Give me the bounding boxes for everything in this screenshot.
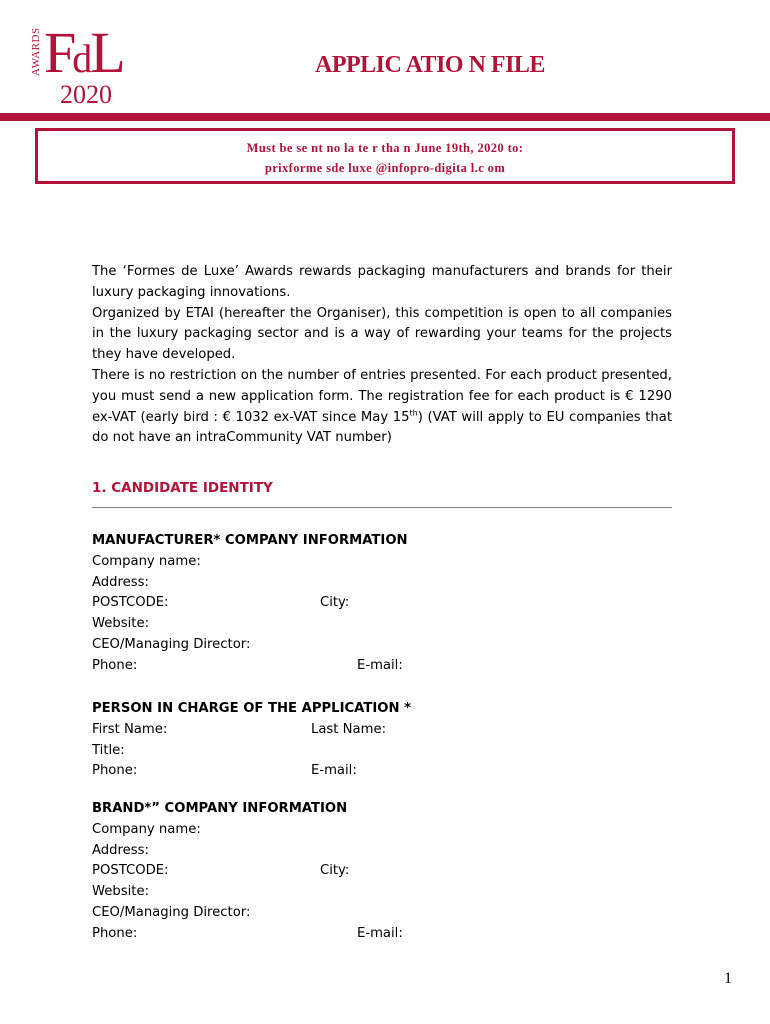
person-phone-field[interactable]: Phone: bbox=[92, 763, 138, 779]
intro-paragraph-3: There is no restriction on the number of entries presented. For each product presented, you must send a new application form. The registration fee for each product is € 1290 ex-VAT (early bird : € 1032 ex-VAT since May 15th) (VAT will apply to EU companies that do not have an intraCommunity VAT number) bbox=[92, 367, 672, 446]
manufacturer-info-block bbox=[92, 531, 692, 677]
brand-postcode-field[interactable]: POSTCODE: bbox=[92, 863, 169, 879]
manufacturer-postcode-field[interactable]: POSTCODE: bbox=[92, 595, 169, 611]
page-title: APPLIC ATIO N FILE bbox=[315, 52, 545, 78]
person-in-charge-block bbox=[92, 699, 692, 782]
brand-ceo-field[interactable]: CEO/Managing Director: bbox=[92, 904, 251, 920]
manufacturer-company-name-field[interactable]: Company name: bbox=[92, 553, 201, 569]
brand-website-field[interactable]: Website: bbox=[92, 884, 150, 900]
brand-phone-field[interactable]: Phone: bbox=[92, 925, 138, 941]
header-divider bbox=[0, 113, 770, 121]
deadline-text: Must be se nt no la te r tha n June 19th, 2020 to: bbox=[246, 141, 524, 155]
brand-email-field[interactable]: E-mail: bbox=[357, 925, 403, 941]
brand-company-name-field[interactable]: Company name: bbox=[92, 821, 201, 837]
manufacturer-email-field[interactable]: E-mail: bbox=[357, 657, 403, 673]
fdl-awards-logo bbox=[30, 18, 140, 110]
manufacturer-ceo-field[interactable]: CEO/Managing Director: bbox=[92, 636, 251, 652]
brand-city-field[interactable]: City: bbox=[320, 863, 350, 879]
manufacturer-phone-field[interactable]: Phone: bbox=[92, 657, 138, 673]
logo-fdl-letters: FdL bbox=[44, 20, 122, 85]
section-candidate-identity-title: 1. CANDIDATE IDENTITY bbox=[92, 480, 273, 496]
section-divider bbox=[92, 507, 672, 508]
person-heading: PERSON IN CHARGE OF THE APPLICATION * bbox=[92, 701, 411, 716]
intro-paragraph-1: The ‘Formes de Luxe’ Awards rewards packaging manufacturers and brands for their luxury packaging innovations. bbox=[92, 264, 672, 300]
manufacturer-city-field[interactable]: City: bbox=[320, 595, 350, 611]
logo-year: 2020 bbox=[60, 80, 112, 109]
intro-paragraph-2: Organized by ETAI (hereafter the Organiser), this competition is open to all companies in the luxury packaging sector and is a way of rewarding your teams for the projects they have developed. bbox=[92, 305, 672, 363]
person-title-field[interactable]: Title: bbox=[92, 742, 125, 758]
intro-text bbox=[92, 262, 672, 449]
brand-info-block bbox=[92, 799, 692, 945]
manufacturer-website-field[interactable]: Website: bbox=[92, 616, 150, 632]
manufacturer-heading: MANUFACTURER* COMPANY INFORMATION bbox=[92, 533, 408, 548]
person-email-field[interactable]: E-mail: bbox=[311, 763, 357, 779]
submission-email[interactable]: prixforme sde luxe @infopro-digita l.c om bbox=[264, 161, 506, 175]
person-last-name-field[interactable]: Last Name: bbox=[311, 721, 387, 737]
deadline-notice-box bbox=[35, 128, 735, 184]
brand-heading: BRAND*” COMPANY INFORMATION bbox=[92, 801, 348, 816]
logo-awards-text: AWARDS bbox=[30, 27, 42, 77]
manufacturer-address-field[interactable]: Address: bbox=[92, 574, 149, 590]
person-first-name-field[interactable]: First Name: bbox=[92, 721, 168, 737]
page-number: 1 bbox=[724, 970, 732, 987]
brand-address-field[interactable]: Address: bbox=[92, 842, 149, 858]
